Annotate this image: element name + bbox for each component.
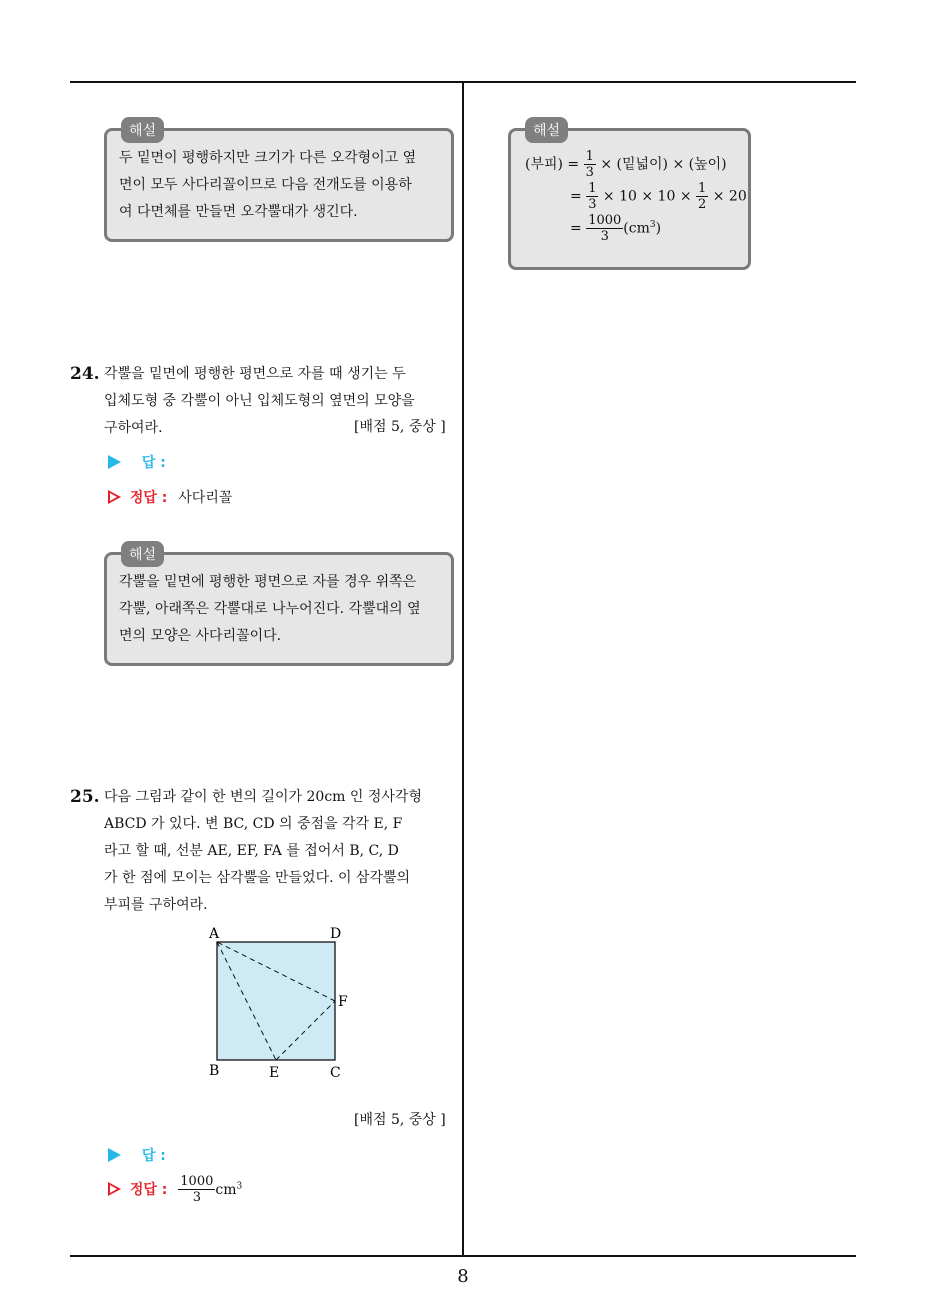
question-text: 다음 그림과 같이 한 변의 길이가 20cm 인 정사각형 ABCD 가 있다. 변 BC, CD 의 중점을 각각 E, F 라고 할 때, 선분 AE, EF, FA 를 접어서 B, C, D 가 한 점에 모이는 삼각뿔을 만들었다. 이 삼각뿔의 부피를 구하여라. xyxy=(104,789,422,913)
answer-label: 답 : xyxy=(141,455,166,471)
page-number: 8 xyxy=(457,1266,469,1287)
explanation-box xyxy=(508,123,751,270)
question-25 xyxy=(70,784,455,919)
explanation-box xyxy=(104,547,454,666)
outline-play-icon xyxy=(108,490,121,504)
square-abcd xyxy=(217,942,335,1060)
play-icon xyxy=(108,1148,121,1162)
explanation-tag: 해설 xyxy=(121,541,164,567)
fraction: $\frac{1000}{3}$ xyxy=(180,1174,214,1205)
fraction: $\frac{1}{2}$ xyxy=(698,181,707,212)
correct-value: $\frac{1000}{3}$ $cm^3$ xyxy=(180,1174,243,1205)
label-a: A xyxy=(209,926,220,942)
explanation-text: 각뿔을 밑면에 평행한 평면으로 자를 경우 위쪽은 각뿔, 아래쪽은 각뿔대로 나누어진다. 각뿔대의 옆 면의 모양은 사다리꼴이다. xyxy=(119,574,421,644)
answer-row[interactable] xyxy=(108,1145,166,1165)
outline-play-icon xyxy=(108,1182,121,1196)
label-b: B xyxy=(209,1063,220,1079)
correct-value: 사다리꼴 xyxy=(178,490,233,506)
square-figure xyxy=(196,922,366,1084)
fraction: $\frac{1000}{3}$ xyxy=(588,213,622,244)
question-text: 각뿔을 밑면에 평행한 평면으로 자를 때 생기는 두 입체도형 중 각뿔이 아닌 입체도형의 옆면의 모양을 구하여라. xyxy=(104,366,415,436)
correct-answer-row xyxy=(108,487,232,507)
answer-row[interactable] xyxy=(108,452,166,472)
formula-line-1: (부피) = $\frac{1}{3}$ × (밑넓이) × (높이) xyxy=(525,149,727,180)
answer-label: 답 : xyxy=(141,1148,166,1164)
formula-line-2: = $\frac{1}{3}$ × 10 × 10 × $\frac{1}{2}$ × 20 xyxy=(570,181,747,212)
formula-line-3: = $\frac{1000}{3}$ $(cm^3)$ xyxy=(570,213,662,244)
label-c: C xyxy=(330,1065,341,1081)
fraction: $\frac{1}{3}$ xyxy=(588,181,597,212)
explanation-box xyxy=(104,123,454,242)
question-number: 24. xyxy=(70,364,100,384)
correct-answer-row xyxy=(108,1174,242,1205)
correct-label: 정답 : xyxy=(129,1181,168,1198)
label-f: F xyxy=(338,994,348,1010)
label-d: D xyxy=(330,926,342,942)
explanation-tag: 해설 xyxy=(525,117,568,143)
explanation-tag: 해설 xyxy=(121,117,164,143)
score-label: [배점 5, 중상 ] xyxy=(354,419,446,435)
explanation-text: 두 밑면이 평행하지만 크기가 다른 오각형이고 옆 면이 모두 사다리꼴이므로 다음 전개도를 이용하 여 다면체를 만들면 오각뿔대가 생긴다. xyxy=(119,150,417,220)
fraction: $\frac{1}{3}$ xyxy=(585,149,594,180)
column-divider xyxy=(462,82,464,1257)
play-icon xyxy=(108,455,121,469)
label-e: E xyxy=(269,1065,280,1081)
question-number: 25. xyxy=(70,787,100,807)
score-label: [배점 5, 중상 ] xyxy=(354,1112,446,1128)
correct-label: 정답 : xyxy=(129,490,168,506)
